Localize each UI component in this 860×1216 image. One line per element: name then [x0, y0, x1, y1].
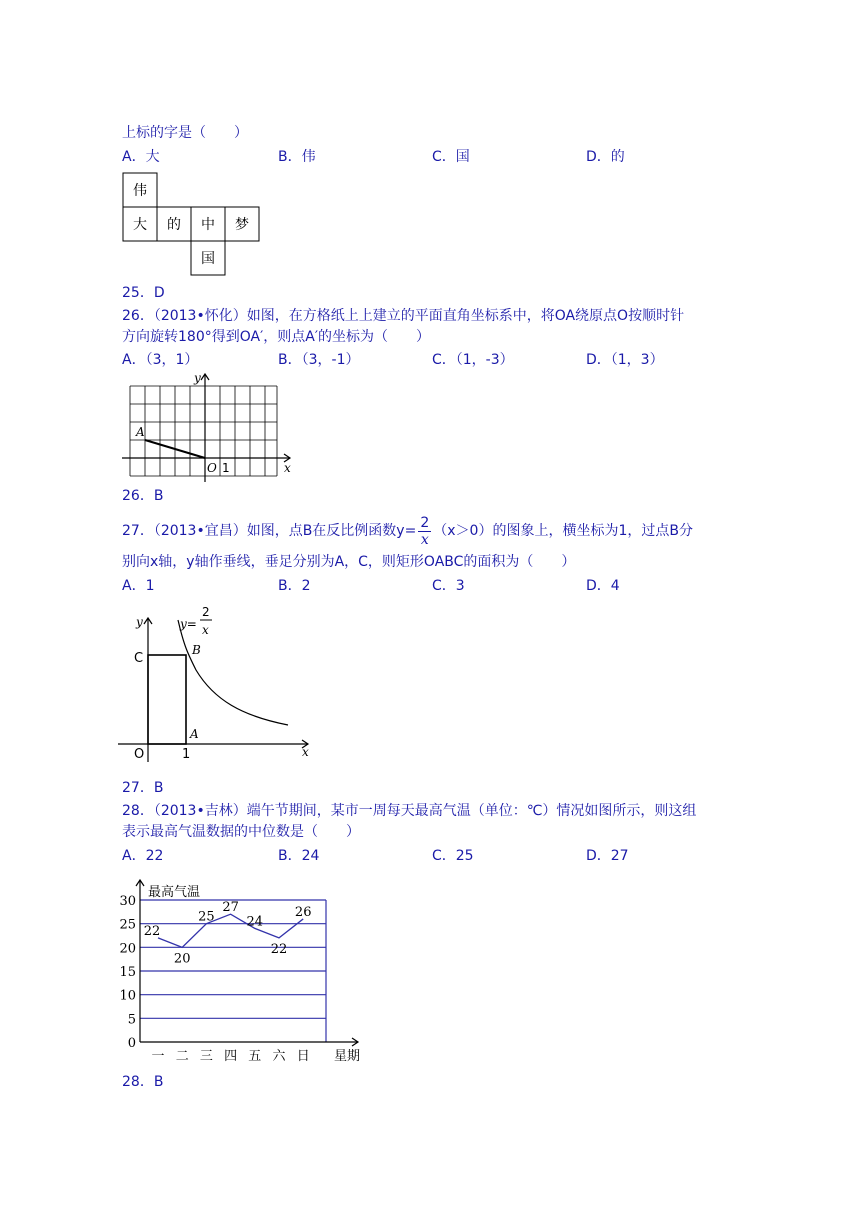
q27-stem-line2: 别向x轴，y轴作垂线，垂足分别为A，C，则矩形OABC的面积为（ ） [122, 554, 576, 570]
y-tick-label: 15 [119, 965, 136, 980]
q26-option-c: C．（1，-3） [432, 352, 514, 368]
data-label: 22 [143, 923, 161, 939]
origin-label: O [207, 461, 217, 475]
y-axis-label: y [194, 371, 201, 385]
point-a-label: A [190, 727, 199, 741]
q24-option-b: B．伟 [278, 149, 316, 165]
point-b-label: B [192, 643, 201, 657]
q26-stem-line1: 26．（2013•怀化）如图，在方格纸上上建立的平面直角坐标系中，将OA绕原点O按顺时针 [122, 308, 685, 324]
fraction-numerator: 2 [420, 514, 430, 531]
q24-option-c: C．国 [432, 149, 470, 165]
q25-answer: 25．D [122, 285, 165, 301]
x-tick-label: 一 [151, 1049, 165, 1064]
x-axis-label: x [284, 461, 291, 475]
fraction-2-over-x [418, 515, 431, 548]
chart-title: 最高气温 [148, 885, 201, 900]
unit-one-label: 1 [182, 747, 191, 762]
x-tick-label: 六 [272, 1049, 286, 1064]
q27-stem-post: （x＞0）的图象上，横坐标为1，过点B分 [433, 523, 693, 539]
origin-label: O [134, 747, 145, 762]
data-label: 22 [270, 941, 288, 957]
net-cell-de: 的 [167, 217, 181, 233]
q26-answer: 26．B [122, 488, 164, 504]
x-tick-label: 四 [224, 1049, 238, 1064]
q27-option-c: C．3 [432, 578, 465, 594]
point-c-label: C [134, 651, 144, 666]
net-cell-da: 大 [133, 217, 147, 233]
point-a-label: A [136, 425, 145, 439]
q27-option-d: D．4 [586, 578, 620, 594]
q27-stem-line1 [122, 514, 693, 548]
q27-stem-pre: 27．（2013•宜昌）如图，点B在反比例函数y= [122, 523, 417, 539]
q26-option-a: A．（3，1） [122, 352, 199, 368]
hyperbola-curve [178, 620, 288, 725]
y-tick-label: 10 [119, 988, 136, 1004]
data-label: 27 [222, 900, 239, 916]
x-tick-label: 五 [248, 1049, 262, 1064]
net-cell-zhong: 中 [201, 217, 215, 233]
y-axis-label: y [136, 615, 143, 629]
q28-stem-line2: 表示最高气温数据的中位数是（ ） [122, 824, 360, 840]
q28-answer: 28．B [122, 1074, 164, 1090]
function-label-den: x [202, 623, 209, 637]
x-axis-label: 星期 [334, 1049, 361, 1064]
x-tick-label: 三 [199, 1049, 213, 1064]
q24-stem-tail: 上标的字是（ ） [122, 125, 248, 141]
q26-option-d: D．（1，3） [586, 352, 664, 368]
q27-option-a: A．1 [122, 578, 155, 594]
q26-option-b: B．（3，-1） [278, 352, 360, 368]
x-axis-label: x [302, 745, 309, 759]
q27-answer: 27．B [122, 780, 164, 796]
function-label-num: 2 [202, 605, 210, 619]
x-tick-label: 日 [296, 1049, 310, 1064]
net-cell-guo: 国 [201, 251, 215, 267]
grid-coordinate-figure [122, 372, 297, 482]
data-label: 26 [294, 904, 312, 920]
temperature-line-chart [118, 876, 378, 1066]
q28-stem-line1: 28．（2013•吉林）端午节期间，某市一周每天最高气温（单位：℃）情况如图所示，则这组 [122, 803, 697, 819]
y-tick-label: 30 [119, 894, 136, 909]
net-cell-meng: 梦 [235, 217, 249, 233]
y-tick-label: 20 [119, 941, 136, 957]
net-cell-wei: 伟 [133, 183, 147, 199]
y-tick-label: 5 [127, 1012, 136, 1028]
data-label: 20 [173, 951, 191, 967]
rectangle-oabc [148, 655, 186, 744]
function-label-y: y= [180, 617, 197, 631]
q24-option-d: D．的 [586, 149, 625, 165]
q28-option-a: A．22 [122, 848, 164, 864]
q28-option-b: B．24 [278, 848, 320, 864]
x-tick-label: 二 [175, 1049, 189, 1064]
data-label: 25 [198, 909, 215, 925]
y-tick-label: 25 [119, 917, 136, 933]
q27-option-b: B．2 [278, 578, 311, 594]
y-tick-label: 0 [127, 1036, 136, 1051]
q28-option-d: D．27 [586, 848, 629, 864]
q24-option-a: A．大 [122, 149, 160, 165]
q26-stem-line2: 方向旋转180°得到OA′，则点A′的坐标为（ ） [122, 329, 431, 345]
fraction-denominator: x [420, 531, 429, 548]
q28-option-c: C．25 [432, 848, 474, 864]
inverse-function-figure [118, 604, 318, 764]
data-label: 24 [246, 914, 264, 930]
unit-one-label: 1 [222, 461, 230, 475]
cube-net-figure [122, 172, 262, 276]
